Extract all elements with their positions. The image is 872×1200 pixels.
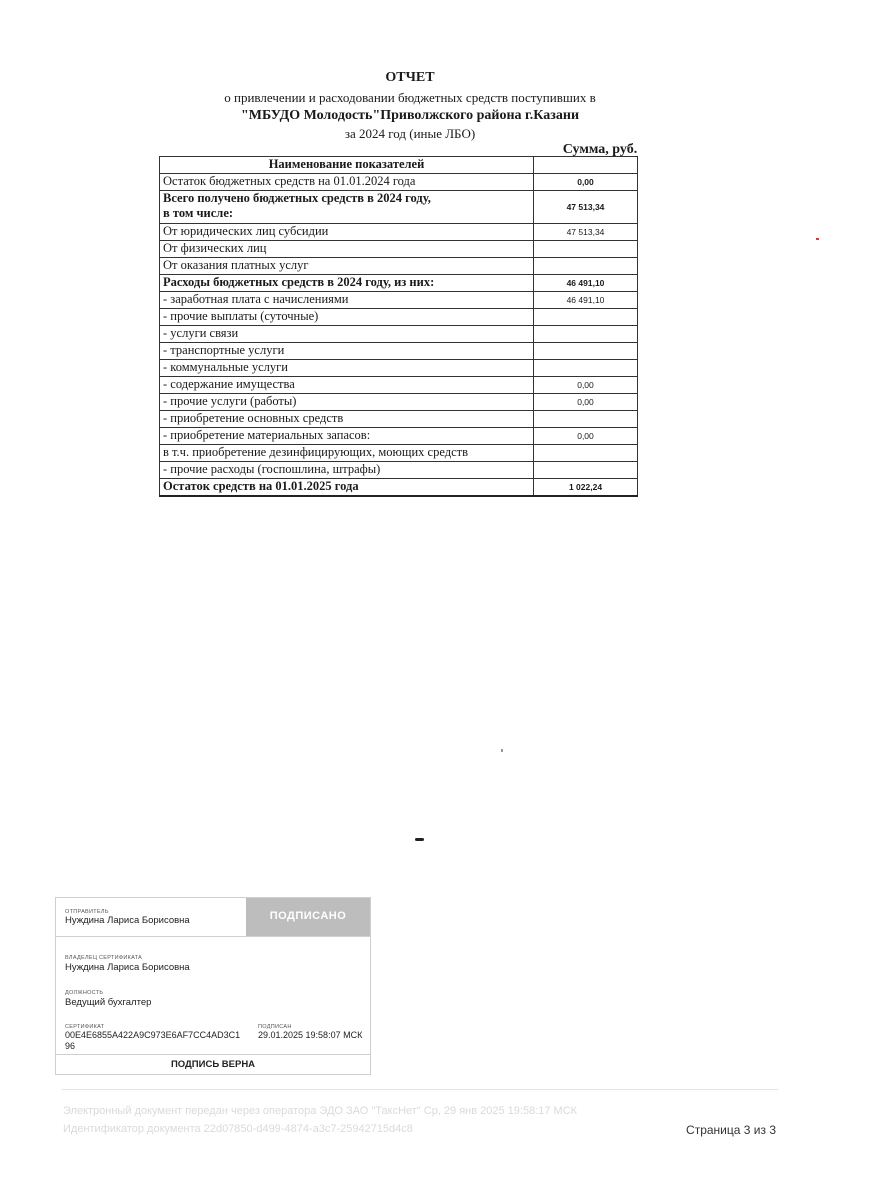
row-value	[534, 309, 638, 326]
scan-speck	[501, 749, 503, 752]
table-row	[160, 445, 638, 462]
scan-speck	[415, 838, 424, 841]
row-label-line1: Всего получено бюджетных средств в 2024 году,	[163, 191, 431, 205]
name-column-header: Наименование показателей	[160, 157, 534, 174]
table-row	[160, 309, 638, 326]
footer-divider	[62, 1089, 778, 1090]
row-label: Остаток средств на 01.01.2025 года	[160, 479, 534, 497]
row-label	[160, 191, 534, 224]
row-label: - транспортные услуги	[160, 343, 534, 360]
table-row	[160, 191, 638, 224]
table-row	[160, 377, 638, 394]
row-label: - прочие выплаты (суточные)	[160, 309, 534, 326]
row-label: - коммунальные услуги	[160, 360, 534, 377]
row-label: Остаток бюджетных средств на 01.01.2024 года	[160, 174, 534, 191]
certificate-caption: СЕРТИФИКАТ	[65, 1024, 105, 1030]
row-label: От юридических лиц субсидии	[160, 224, 534, 241]
row-value	[534, 445, 638, 462]
report-period: за 2024 год (иные ЛБО)	[344, 126, 476, 141]
header-value-cell	[534, 157, 638, 174]
signature-stamp	[55, 897, 371, 1075]
row-value: 0,00	[534, 394, 638, 411]
position-caption: ДОЛЖНОСТЬ	[65, 990, 104, 996]
row-value: 0,00	[534, 377, 638, 394]
row-label: - приобретение основных средств	[160, 411, 534, 428]
signed-datetime: 29.01.2025 19:58:07 МСК	[258, 1030, 363, 1040]
row-label: От физических лиц	[160, 241, 534, 258]
signed-caption: ПОДПИСАН	[258, 1024, 292, 1030]
row-value: 0,00	[534, 428, 638, 445]
table-row	[160, 360, 638, 377]
row-label: - услуги связи	[160, 326, 534, 343]
table-row	[160, 275, 638, 292]
row-label: в т.ч. приобретение дезинфицирующих, моющих средств	[160, 445, 534, 462]
row-value	[534, 258, 638, 275]
row-label: - прочие услуги (работы)	[160, 394, 534, 411]
row-label: - содержание имущества	[160, 377, 534, 394]
table-header-row	[160, 157, 638, 174]
table-row	[160, 411, 638, 428]
row-label-line2: в том числе:	[163, 206, 234, 220]
row-value	[534, 241, 638, 258]
signature-verified-label: ПОДПИСЬ ВЕРНА	[56, 1054, 370, 1075]
owner-caption: ВЛАДЕЛЕЦ СЕРТИФИКАТА	[65, 955, 143, 961]
certificate-number-line2: 96	[65, 1041, 76, 1051]
row-value: 47 513,34	[534, 191, 638, 224]
table-row	[160, 462, 638, 479]
row-value	[534, 343, 638, 360]
row-value: 1 022,24	[534, 479, 638, 497]
table-row	[160, 258, 638, 275]
row-value: 0,00	[534, 174, 638, 191]
table-row	[160, 428, 638, 445]
table-row	[160, 343, 638, 360]
row-value	[534, 326, 638, 343]
row-label: Расходы бюджетных средств в 2024 году, из них:	[160, 275, 534, 292]
row-value	[534, 411, 638, 428]
table-row	[160, 174, 638, 191]
row-value	[534, 360, 638, 377]
document-identifier: Идентификатор документа 22d07850-d499-4874-a3c7-25942715d4c8	[63, 1123, 413, 1135]
row-value: 46 491,10	[534, 275, 638, 292]
table-row	[160, 224, 638, 241]
signed-status-badge: ПОДПИСАНО	[246, 898, 370, 936]
certificate-number-line1: 00E4E6855A422A9C973E6AF7CC4AD3C1	[65, 1030, 241, 1040]
row-label: - заработная плата с начислениями	[160, 292, 534, 309]
row-label: - приобретение материальных запасов:	[160, 428, 534, 445]
report-table	[159, 156, 638, 497]
row-value	[534, 462, 638, 479]
report-subtitle-line1: о привлечении и расходовании бюджетных средств поступивших в	[224, 90, 596, 105]
table-row	[160, 326, 638, 343]
organization-name: "МБУДО Молодость"Приволжского района г.Казани	[240, 108, 580, 123]
owner-name: Нуждина Лариса Борисовна	[65, 962, 190, 973]
page-number: Страница 3 из 3	[686, 1123, 776, 1137]
table-row	[160, 479, 638, 497]
row-value: 47 513,34	[534, 224, 638, 241]
sender-caption: ОТПРАВИТЕЛЬ	[65, 909, 109, 915]
scan-speck	[816, 238, 819, 240]
report-title: ОТЧЕТ	[385, 70, 435, 85]
sum-column-header: Сумма, руб.	[562, 142, 638, 157]
table-row	[160, 241, 638, 258]
row-label: От оказания платных услуг	[160, 258, 534, 275]
stamp-sender-section	[56, 898, 370, 937]
edo-transfer-note: Электронный документ передан через оператора ЭДО ЗАО "ТаксНет" Ср, 29 янв 2025 19:58:17 МСК	[63, 1105, 578, 1117]
position-value: Ведущий бухгалтер	[65, 997, 152, 1008]
table-row	[160, 292, 638, 309]
sender-name: Нуждина Лариса Борисовна	[65, 915, 190, 926]
row-label: - прочие расходы (госпошлина, штрафы)	[160, 462, 534, 479]
row-value: 46 491,10	[534, 292, 638, 309]
table-row	[160, 394, 638, 411]
